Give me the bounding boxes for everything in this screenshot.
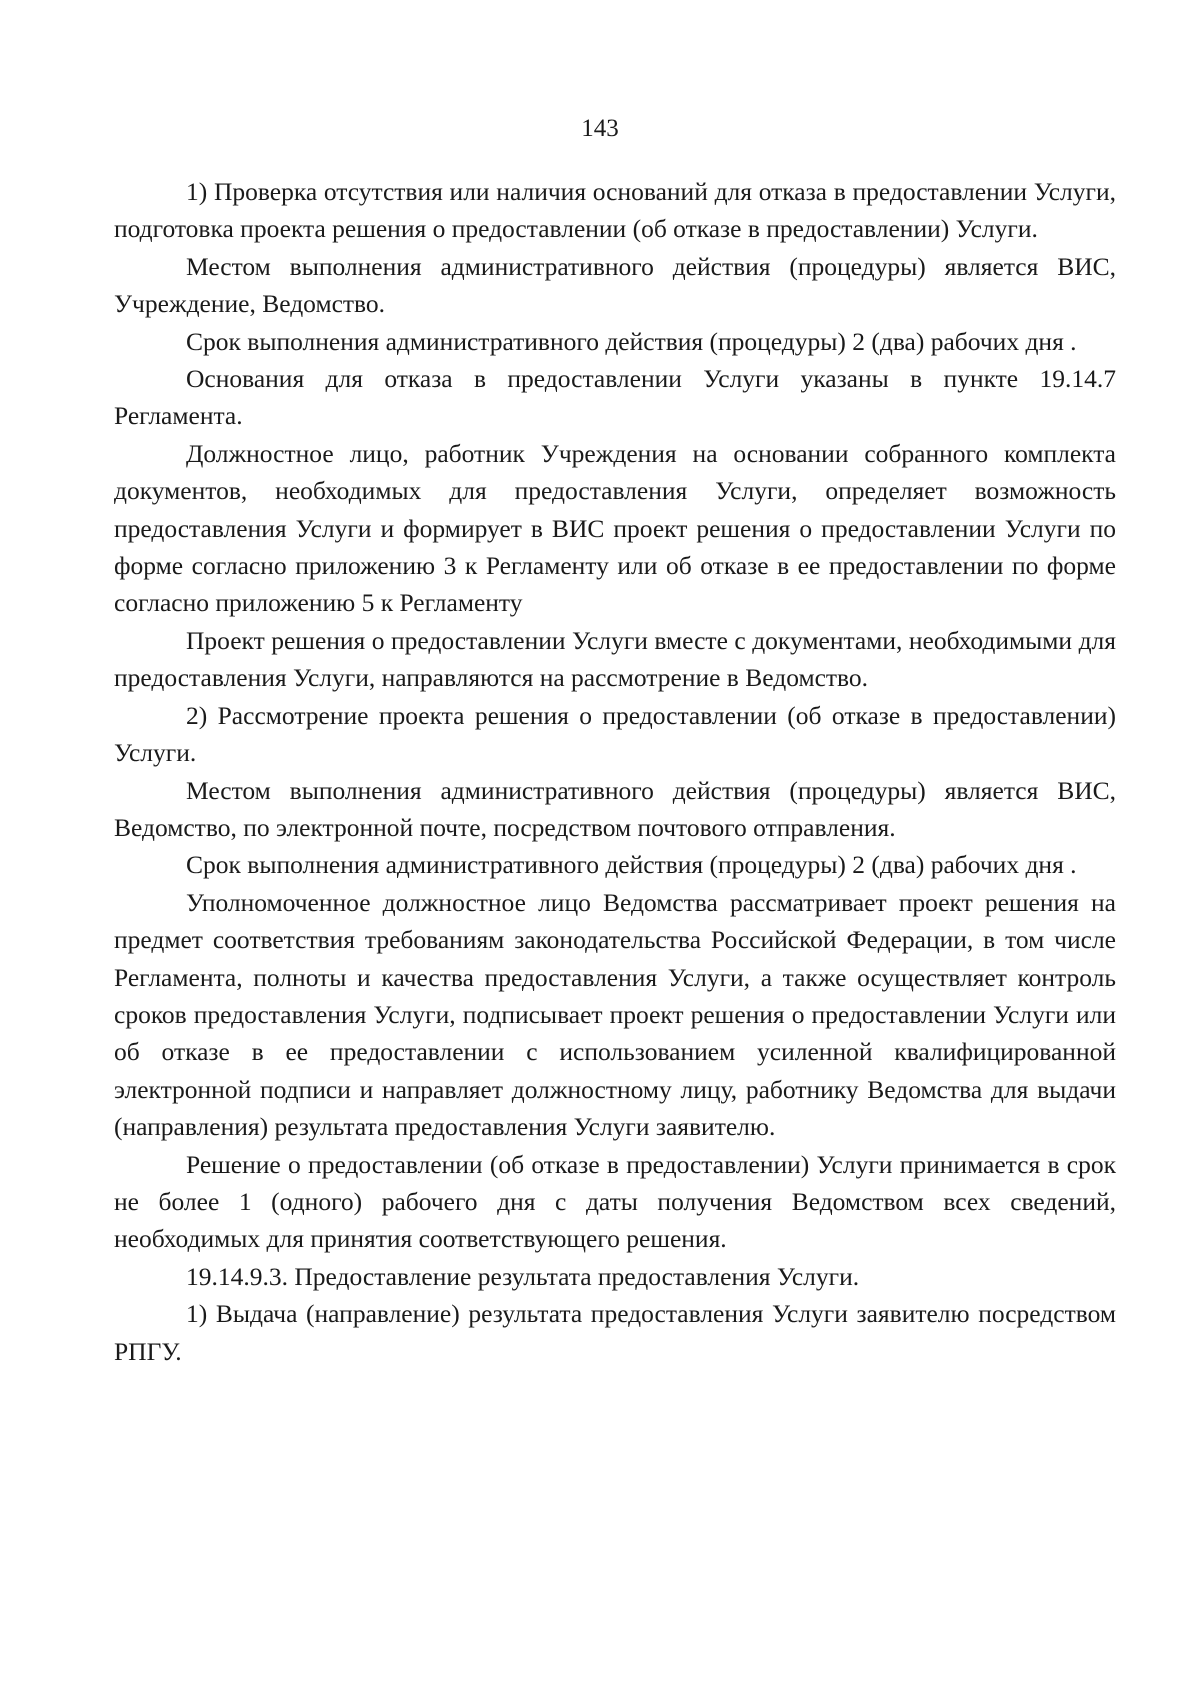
document-body bbox=[114, 173, 1116, 1370]
paragraph-execution-period-1: Срок выполнения административного действия (процедуры) 2 (два) рабочих дня . bbox=[186, 326, 1077, 356]
paragraph-step-2-heading: 2) Рассмотрение проекта решения о предоставлении (об отказе в предоставлении) Услуги. bbox=[114, 700, 1116, 768]
paragraph-official-duties: Должностное лицо, работник Учреждения на основании собранного комплекта документов, необходимых для предоставления Услуги, определяет возможность предоставления Услуги и формирует в ВИС проект решения о предоставлении Услуги по форме согласно приложению 3 к Регламенту или об отказе в ее предоставлении по форме согласно приложению 5 к Регламенту bbox=[114, 438, 1116, 618]
paragraph-place-of-execution-2: Местом выполнения административного действия (процедуры) является ВИС, Ведомство, по электронной почте, посредством почтового отправления. bbox=[114, 775, 1116, 842]
page-number: 143 bbox=[581, 115, 619, 142]
paragraph-draft-submission: Проект решения о предоставлении Услуги вместе с документами, необходимыми для предоставления Услуги, направляются на рассмотрение в Ведомство. bbox=[114, 625, 1116, 693]
paragraph-step-1-heading: 1) Проверка отсутствия или наличия оснований для отказа в предоставлении Услуги, подготовка проекта решения о предоставлении (об отказе в предоставлении) Услуги. bbox=[114, 177, 1116, 244]
paragraph-place-of-execution-1: Местом выполнения административного действия (процедуры) является ВИС, Учреждение, Ведомство. bbox=[114, 251, 1116, 319]
paragraph-result-delivery: 1) Выдача (направление) результата предоставления Услуги заявителю посредством РПГУ. bbox=[114, 1299, 1116, 1366]
paragraph-refusal-grounds: Основания для отказа в предоставлении Услуги указаны в пункте 19.14.7 Регламента. bbox=[114, 364, 1116, 431]
paragraph-authorized-official-review: Уполномоченное должностное лицо Ведомства рассматривает проект решения на предмет соответствия требованиям законодательства Российской Федерации, в том числе Регламента, полноты и качества предоставления Услуги, а также осуществляет контроль сроков предоставления Услуги, подписывает проект решения о предоставлении Услуги или об отказе в ее предоставлении с использованием усиленной квалифицированной электронной подписи и направляет должностному лицу, работнику Ведомства для выдачи (направления) результата предоставления Услуги заявителю. bbox=[114, 887, 1116, 1142]
paragraph-execution-period-2: Срок выполнения административного действия (процедуры) 2 (два) рабочих дня . bbox=[186, 850, 1077, 880]
paragraph-section-19-14-9-3: 19.14.9.3. Предоставление результата предоставления Услуги. bbox=[186, 1261, 860, 1291]
paragraph-decision-deadline: Решение о предоставлении (об отказе в предоставлении) Услуги принимается в срок не более 1 (одного) рабочего дня с даты получения Ведомством всех сведений, необходимых для принятия соответствующего решения. bbox=[114, 1149, 1116, 1254]
